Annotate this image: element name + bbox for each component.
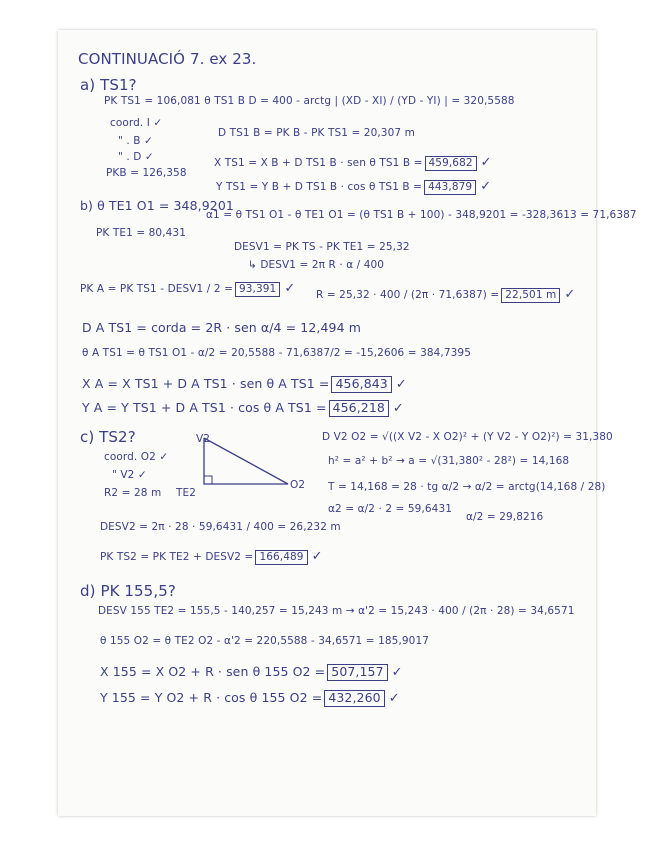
part-b-xa <box>82 376 407 393</box>
part-d-desv: DESV 155 TE2 = 155,5 - 140,257 = 15,243 m → α'2 = 15,243 · 400 / (2π · 28) = 34,6571 <box>98 605 575 617</box>
part-c-pk-result: 166,489 <box>255 550 307 565</box>
part-c-tangent: T = 14,168 = 28 · tg α/2 → α/2 = arctg(14,168 / 28) <box>328 481 606 493</box>
part-b-radius-expr: R = 25,32 · 400 / (2π · 71,6387) = <box>316 289 500 301</box>
part-c-label: c) TS2? <box>80 428 136 446</box>
part-a-x-result: 459,682 <box>425 156 477 171</box>
check-icon: ✓ <box>480 179 492 194</box>
part-d-x-expr: X 155 = X O2 + R · sen θ 155 O2 = <box>100 664 326 679</box>
part-b-pka <box>80 282 295 297</box>
check-icon: ✓ <box>391 665 403 680</box>
part-b-theta: θ A TS1 = θ TS1 O1 - α/2 = 20,5588 - 71,6387/2 = -15,2606 = 384,7395 <box>82 347 471 359</box>
triangle-vertex-v2: V2 <box>196 433 211 445</box>
check-icon: ✓ <box>392 401 404 416</box>
part-b-ya-expr: Y A = Y TS1 + D A TS1 · cos θ A TS1 = <box>82 400 327 415</box>
part-a-coord-d: " . D ✓ <box>118 151 154 163</box>
part-b-ya <box>82 400 404 417</box>
triangle-vertex-te2: TE2 <box>176 487 197 499</box>
part-b-radius <box>316 288 575 303</box>
part-b-pka-expr: PK A = PK TS1 - DESV1 / 2 = <box>80 283 233 295</box>
part-c-half-angle: α/2 = 29,8216 <box>466 511 544 523</box>
part-a-coord-i: coord. I ✓ <box>110 117 163 129</box>
part-d-theta: θ 155 O2 = θ TE2 O2 - α'2 = 220,5588 - 34,6571 = 185,9017 <box>100 635 430 647</box>
part-d-x <box>100 664 403 681</box>
check-icon: ✓ <box>388 691 400 706</box>
part-c-alpha2: α2 = α/2 · 2 = 59,6431 <box>328 503 453 515</box>
part-a-distance: D TS1 B = PK B - PK TS1 = 20,307 m <box>218 127 415 139</box>
part-a-y-expr: Y TS1 = Y B + D TS1 B · cos θ TS1 B = <box>216 181 423 193</box>
part-b-chord: D A TS1 = corda = 2R · sen α/4 = 12,494 m <box>82 320 361 335</box>
part-b-pka-result: 93,391 <box>235 282 280 297</box>
part-a-coord-b: " . B ✓ <box>118 135 153 147</box>
check-icon: ✓ <box>311 549 323 564</box>
part-b-radius-result: 22,501 m <box>501 288 560 303</box>
part-a-label: a) TS1? <box>80 76 137 94</box>
check-icon: ✓ <box>564 287 576 302</box>
part-b-xa-expr: X A = X TS1 + D A TS1 · sen θ A TS1 = <box>82 376 330 391</box>
part-d-y <box>100 690 400 707</box>
page-header: CONTINUACIÓ 7. ex 23. <box>78 50 257 68</box>
part-b-desv-formula: ↳ DESV1 = 2π R · α / 400 <box>248 259 385 271</box>
part-a-pk-azimuth: PK TS1 = 106,081 θ TS1 B D = 400 - arctg | (XD - XI) / (YD - YI) | = 320,5588 <box>104 95 515 107</box>
part-b-ya-result: 456,218 <box>329 400 389 417</box>
part-c-pk <box>100 550 323 565</box>
part-c-pythagoras: h² = a² + b² → a = √(31,380² - 28²) = 14,168 <box>328 455 570 467</box>
part-a-x-expr: X TS1 = X B + D TS1 B · sen θ TS1 B = <box>214 157 423 169</box>
part-a-pkb: PKB = 126,358 <box>106 167 187 179</box>
part-b-label: b) θ TE1 O1 = 348,9201 <box>80 198 234 213</box>
part-b-pkte: PK TE1 = 80,431 <box>96 227 186 239</box>
part-c-coord-o2: coord. O2 ✓ <box>104 451 169 463</box>
triangle-vertex-o2: O2 <box>290 479 306 491</box>
part-d-label: d) PK 155,5? <box>80 582 176 600</box>
part-a-y-result: 443,879 <box>424 180 476 195</box>
check-icon: ✓ <box>395 377 407 392</box>
part-b-desv1: DESV1 = PK TS - PK TE1 = 25,32 <box>234 241 410 253</box>
part-a-x <box>214 156 492 171</box>
part-c-coord-v2: " V2 ✓ <box>112 469 147 481</box>
check-icon: ✓ <box>284 281 296 296</box>
part-d-y-expr: Y 155 = Y O2 + R · cos θ 155 O2 = <box>100 690 323 705</box>
part-d-y-result: 432,260 <box>324 690 384 707</box>
part-c-pk-expr: PK TS2 = PK TE2 + DESV2 = <box>100 551 254 563</box>
part-c-desv: DESV2 = 2π · 28 · 59,6431 / 400 = 26,232 m <box>100 521 341 533</box>
check-icon: ✓ <box>480 155 492 170</box>
part-b-alpha: α1 = θ TS1 O1 - θ TE1 O1 = (θ TS1 B + 100) - 348,9201 = -328,3613 = 71,6387 <box>206 209 637 221</box>
part-a-y <box>216 180 491 195</box>
part-b-xa-result: 456,843 <box>331 376 391 393</box>
part-d-x-result: 507,157 <box>327 664 387 681</box>
part-c-distance: D V2 O2 = √((X V2 - X O2)² + (Y V2 - Y O2)²) = 31,380 <box>322 431 613 443</box>
part-c-r2: R2 = 28 m <box>104 487 162 499</box>
